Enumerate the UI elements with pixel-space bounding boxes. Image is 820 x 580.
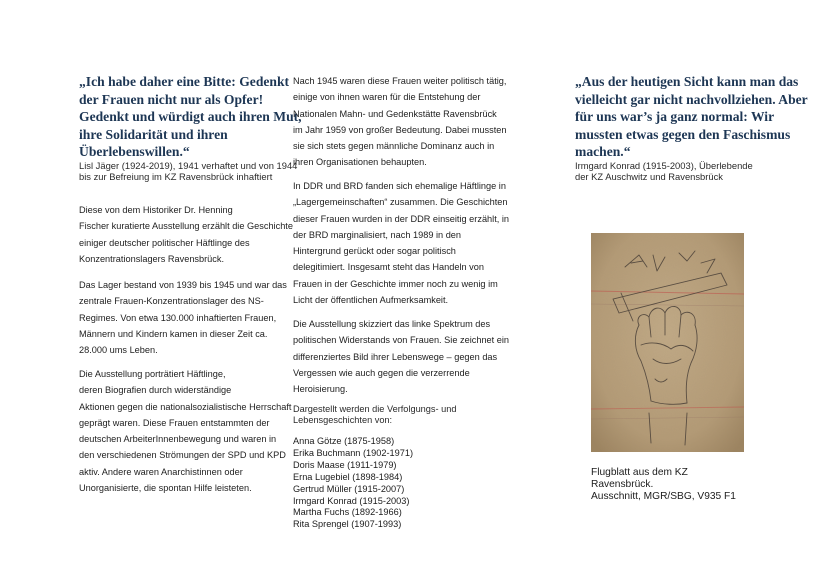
quote-line: Überlebenswillen.“: [79, 144, 190, 160]
list-item: Irmgard Konrad (1915-2003): [293, 495, 410, 506]
paragraph-after-1945: [293, 73, 506, 171]
text-line: „Lagergemeinschaften“ zusammen. Die Geschichten: [293, 197, 508, 208]
paragraph-ddr-brd: [293, 178, 509, 308]
text-line: einige von ihnen waren für die Entstehung der: [293, 92, 481, 103]
attribution-lisl-jaeger: [79, 160, 297, 182]
text-line: aktiv. Andere waren Anarchistinnen oder: [79, 466, 243, 477]
text-line: im Jahr 1959 von großer Bedeutung. Dabei mussten: [293, 124, 507, 135]
bios-list: [293, 436, 413, 531]
quote-line: „Ich habe daher eine Bitte: Gedenkt: [79, 74, 290, 89]
text-line: Nationalen Mahn- und Gedenkstätte Ravensbrück: [293, 108, 497, 119]
text-line: Hintergrund gerückt oder sogar politisch: [293, 246, 456, 257]
list-item: Martha Fuchs (1892-1966): [293, 507, 402, 518]
quote-line: „Aus der heutigen Sicht kann man das: [575, 74, 799, 89]
text-line: einiger deutscher politischer Häftlinge des: [79, 237, 250, 248]
caption-line: Flugblatt aus dem KZ: [591, 467, 688, 478]
text-line: deren Biografien durch widerständige: [79, 385, 232, 396]
quote-line: vielleicht gar nicht nachvollziehen. Aber: [575, 91, 808, 107]
paragraph-intro: [79, 202, 293, 267]
list-item: Gertrud Müller (1915-2007): [293, 483, 405, 494]
text-line: Heroisierung.: [293, 384, 348, 395]
text-line: Unorganisierte, die spontan Hilfe leisteten.: [79, 483, 252, 494]
text-line: der BRD marginalisiert, nach 1989 in den: [293, 229, 462, 240]
text-line: delegitimiert. Insgesamt steht das Handeln von: [293, 262, 484, 273]
leaflet-image: [591, 233, 744, 452]
quote-line: für uns war’s ja ganz normal: Wir: [575, 109, 775, 125]
text-line: politischen Widerstands von Frauen. Sie zeichnet ein: [293, 335, 510, 346]
attribution-irmgard-konrad: [575, 160, 753, 182]
paragraph-portraits: [79, 366, 291, 496]
quote-line: ihre Solidarität und ihren: [79, 126, 228, 142]
attribution-line: Lisl Jäger (1924-2019), 1941 verhaftet und von 1944: [79, 160, 298, 171]
quote-line: Gedenkt und würdigt auch ihren Mut,: [79, 109, 302, 125]
text-line: Männern und Kindern kamen in dieser Zeit ca.: [79, 328, 268, 339]
text-line: Lebensgeschichten von:: [293, 415, 393, 425]
bios-intro: [293, 404, 456, 426]
paragraph-spectrum: [293, 316, 509, 397]
text-line: Das Lager bestand von 1939 bis 1945 und war das: [79, 280, 287, 290]
quote-line: mussten etwas gegen den Faschismus: [575, 126, 791, 142]
list-item: Doris Maase (1911-1979): [293, 459, 397, 470]
text-line: Regimes. Von etwa 130.000 inhaftierten Frauen,: [79, 312, 277, 323]
text-line: Aktionen gegen die nationalsozialistische Herrschaft: [79, 401, 292, 412]
text-line: Dargestellt werden die Verfolgungs- und: [293, 404, 457, 414]
list-item: Erika Buchmann (1902-1971): [293, 447, 414, 458]
list-item: Rita Sprengel (1907-1993): [293, 519, 402, 530]
text-line: Frauen in der Geschichte immer noch zu wenig im: [293, 278, 498, 289]
text-line: geprägt waren. Diese Frauen entstammten der: [79, 417, 270, 428]
paragraph-camp: [79, 277, 287, 358]
text-line: deutschen ArbeiterInnenbewegung und waren in: [79, 434, 277, 445]
text-line: zentrale Frauen-Konzentrationslager des NS-: [79, 296, 264, 307]
text-line: Licht der öffentlichen Aufmerksamkeit.: [293, 295, 449, 306]
text-line: Die Ausstellung porträtiert Häftlinge,: [79, 369, 226, 379]
text-line: In DDR und BRD fanden sich ehemalige Häftlinge in: [293, 181, 506, 191]
fist-drawing-icon: [591, 233, 744, 452]
text-line: 28.000 ums Leben.: [79, 345, 158, 356]
caption-line: Ausschnitt, MGR/SBG, V935 F1: [591, 490, 736, 502]
text-line: den verschiedenen Strömungen der SPD und KPD: [79, 450, 286, 461]
text-line: Die Ausstellung skizziert das linke Spektrum des: [293, 319, 491, 329]
quote-line: der Frauen nicht nur als Opfer!: [79, 91, 264, 107]
text-line: Vergessen wie auch gegen die verzerrende: [293, 367, 470, 378]
text-line: sie sich stets gegen männliche Dominanz auch in: [293, 141, 495, 152]
text-line: differenziertes Bild ihrer Lebenswege – gegen das: [293, 351, 498, 362]
list-item: Erna Lugebiel (1898-1984): [293, 471, 403, 482]
list-item: Anna Götze (1875-1958): [293, 436, 395, 446]
quote-line: machen.“: [575, 144, 631, 160]
quote-irmgard-konrad: [575, 73, 808, 161]
text-line: Diese von dem Historiker Dr. Henning: [79, 205, 233, 215]
text-line: Konzentrationslagers Ravensbrück.: [79, 253, 225, 264]
quote-lisl-jaeger: [79, 73, 302, 161]
attribution-line: der KZ Auschwitz und Ravensbrück: [575, 171, 723, 182]
text-line: dieser Frauen wurden in der DDR einseitig erzählt, in: [293, 213, 510, 224]
text-line: Fischer kuratierte Ausstellung erzählt die Geschichte: [79, 221, 293, 232]
text-line: Nach 1945 waren diese Frauen weiter politisch tätig,: [293, 76, 507, 86]
text-line: ihren Organisationen behaupten.: [293, 157, 427, 168]
attribution-line: Irmgard Konrad (1915-2003), Überlebende: [575, 160, 753, 171]
image-caption: [591, 467, 736, 502]
caption-line: Ravensbrück.: [591, 478, 654, 490]
attribution-line: bis zur Befreiung im KZ Ravensbrück inhaftiert: [79, 171, 273, 182]
